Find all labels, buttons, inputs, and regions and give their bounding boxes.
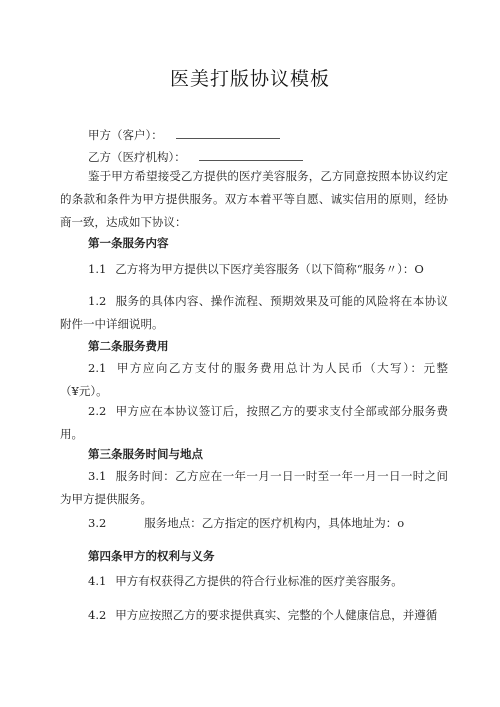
clause-text: 乙方将为甲方提供以下医疗美容服务（以下简称“服务〃）：O [115,262,424,276]
article-2-heading: 第二条服务费用 [88,339,169,353]
clause-1-1 [60,258,448,281]
clause-number: 3.2 [88,516,107,530]
clause-number: 2.1 [88,361,107,375]
party-b-blank[interactable] [199,148,303,161]
party-a-label: 甲方（客户）： [88,128,163,142]
party-a-blank[interactable] [176,126,280,139]
clause-text: 服务时间：乙方应在一年一月一日一时至一年一月一日一时之间为甲方提供服务。 [60,469,448,506]
party-a-line [88,126,280,143]
clause-number: 2.2 [88,404,107,418]
clause-3-1 [60,465,448,511]
clause-4-2 [60,604,448,627]
document-title: 医美打版协议模板 [169,68,330,90]
preamble-paragraph: 鉴于甲方希望接受乙方提供的医疗美容服务，乙方同意按照本协议约定的条款和条件为甲方提供服务。双方本着平等自愿、诚实信用的原则，经协商一致，达成如下协议： [60,169,448,229]
clause-2-2 [60,400,448,446]
clause-text: 甲方应向乙方支付的服务费用总计为人民币（大写）：元整（¥元）。 [60,361,448,398]
clause-3-2 [60,512,448,535]
clause-text: 甲方应按照乙方的要求提供真实、完整的个人健康信息，并遵循 [115,608,438,622]
clause-text: 甲方应在本协议签订后，按照乙方的要求支付全部或部分服务费用。 [60,404,448,441]
clause-text: 服务的具体内容、操作流程、预期效果及可能的风险将在本协议附件一中详细说明。 [60,294,448,331]
clause-2-1 [60,357,448,403]
clause-1-2 [60,290,448,336]
clause-number: 1.1 [88,262,107,276]
article-3-heading: 第三条服务时间与地点 [88,447,203,461]
clause-text: 甲方有权获得乙方提供的符合行业标准的医疗美容服务。 [115,574,403,588]
party-b-line [88,148,303,165]
clause-number: 4.1 [88,574,107,588]
clause-4-1 [60,570,448,593]
clause-number: 4.2 [88,608,107,622]
clause-number: 1.2 [88,294,107,308]
clause-text: 服务地点：乙方指定的医疗机构内，具体地址为：o [144,516,405,530]
article-1-heading: 第一条服务内容 [88,236,169,250]
clause-number: 3.1 [88,469,107,483]
party-b-label: 乙方（医疗机构）： [88,150,186,164]
article-4-heading: 第四条甲方的权利与义务 [88,549,215,563]
